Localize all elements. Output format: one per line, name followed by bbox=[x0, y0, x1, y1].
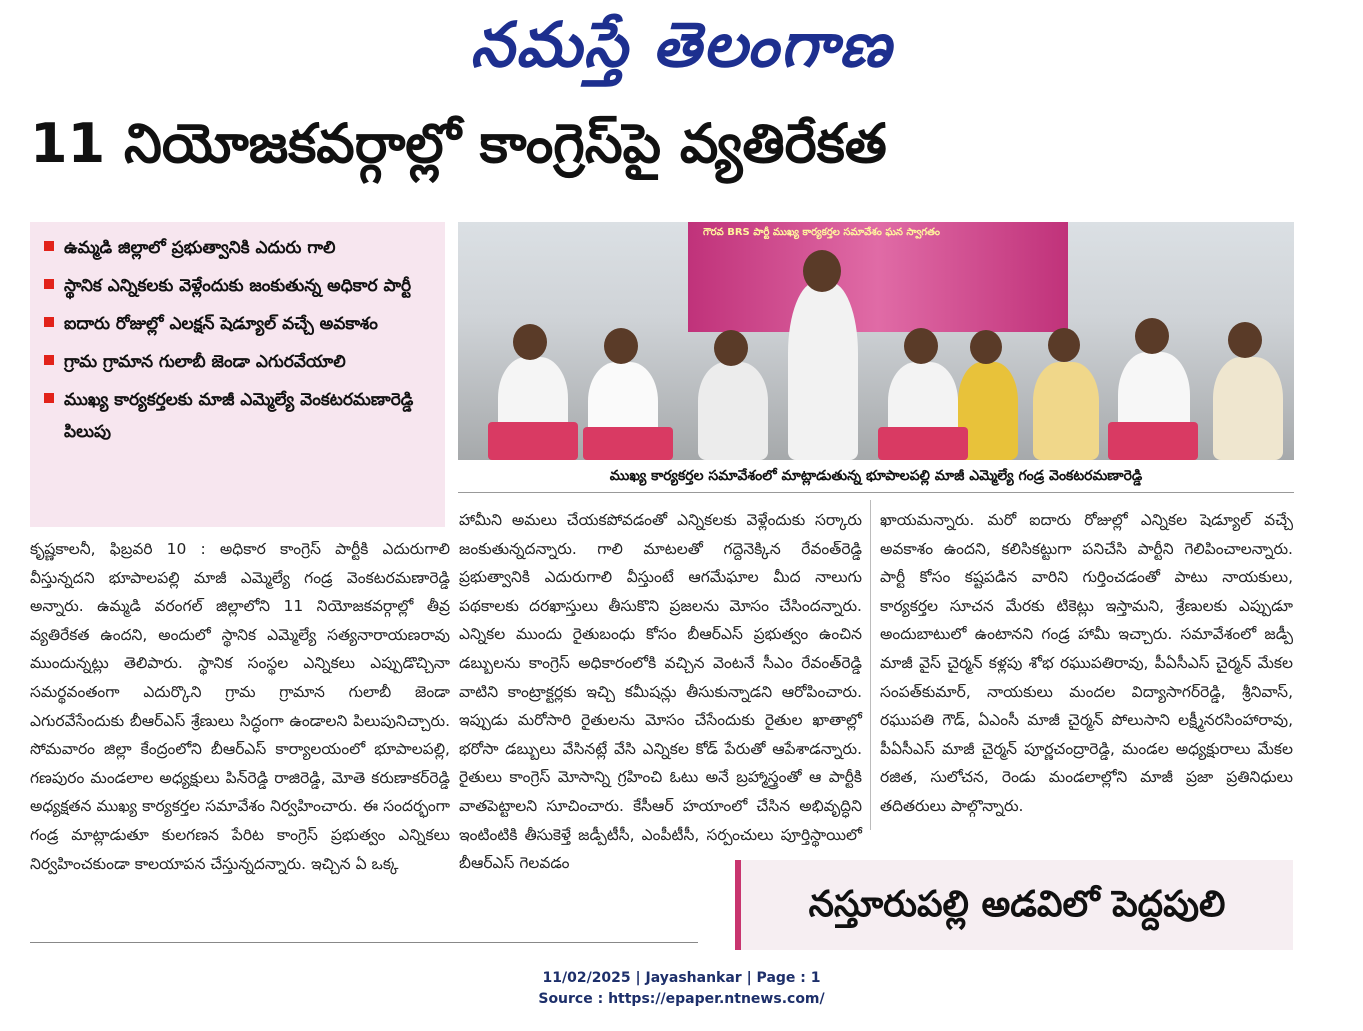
seated-person bbox=[698, 362, 768, 460]
article-column-1: కృష్ణకాలనీ, ఫిబ్రవరి 10 : అధికార కాంగ్రెస్ పార్టీకి ఎదురుగాలి వీస్తున్నదని భూపాలపల్లి మాజీ ఎమ్మెల్యే గండ్ర వెంకటరమణారెడ్డి అన్నారు. ఉమ్మడి వరంగల్ జిల్లాలోని 11 నియోజకవర్గాల్లో తీవ్ర వ్యతిరేకత ఉందని, అందులో స్థానిక ఎమ్మెల్యే సత్యనారాయణరావు ముందున్నట్లు తెలిపారు. స్థానిక సంస్థల ఎన్నికలు ఎప్పుడొచ్చినా సమర్థవంతంగా ఎదుర్కొని గ్రామ గ్రామాన గులాబీ జెండా ఎగురవేసేందుకు బీఆర్‌ఎస్ శ్రేణులు సిద్ధంగా ఉండాలని పిలుపునిచ్చారు. సోమవారం జిల్లా కేంద్రంలోని బీఆర్‌ఎస్ కార్యాలయంలో భూపాలపల్లి, గణపురం మండలాల అధ్యక్షులు పిన్‌రెడ్డి రాజిరెడ్డి, మోతె కరుణాకర్‌రెడ్డి అధ్యక్షతన ముఖ్య కార్యకర్తల సమావేశం నిర్వహించారు. ఈ సందర్భంగా గండ్ర మాట్లాడుతూ కులగణన పేరిట కాంగ్రెస్ ప్రభుత్వం ఎన్నికలు నిర్వహించకుండా కాలయాపన చేస్తున్నదన్నారు. ఇచ్చిన ఏ ఒక్క bbox=[30, 540, 450, 873]
chair bbox=[1108, 422, 1198, 460]
speaker-head bbox=[803, 250, 841, 292]
chair bbox=[488, 422, 578, 460]
masthead: నమస్తే తెలంగాణ bbox=[470, 8, 893, 81]
bullet-icon bbox=[44, 393, 54, 403]
article-column-2: హామీని అమలు చేయకపోవడంతో ఎన్నికలకు వెళ్లేందుకు సర్కారు జంకుతున్నదన్నారు. గాలి మాటలతో గద్దెనెక్కిన రేవంత్‌రెడ్డి ప్రభుత్వానికి ఎదురుగాలి వీస్తుంటే ఆగమేఘాల మీద నాలుగు పథకాలకు దరఖాస్తులు తీసుకొని ప్రజలను మోసం చేసిందన్నారు. ఎన్నికల ముందు రైతుబంధు కోసం బీఆర్‌ఎస్ ప్రభుత్వం ఉంచిన డబ్బులను కాంగ్రెస్ అధికారంలోకి వచ్చిన వెంటనే సీఎం రేవంత్‌రెడ్డి వాటిని కాంట్రాక్టర్లకు ఇచ్చి కమీషన్లు తీసుకున్నాడని ఆరోపించారు. ఇప్పుడు మరోసారి రైతులను మోసం చేసేందుకు రైతుల ఖాతాల్లో భరోసా డబ్బులు వేసినట్లే వేసి ఎన్నికల కోడ్ పేరుతో ఆపేశాడన్నారు. రైతులు కాంగ్రెస్ మోసాన్ని గ్రహించి ఓటు అనే బ్రహ్మాస్త్రంతో ఆ పార్టీకి వాతపెట్టాలని సూచించారు. కేసీఆర్ హయాంలో చేసిన అభివృద్ధిని ఇంటింటికి తీసుకెళ్తే జడ్పీటీసీ, ఎంపీటీసీ, సర్పంచులు పూర్తిస్థాయిలో బీఆర్‌ఎస్ గెలవడం bbox=[459, 511, 862, 873]
chair bbox=[878, 427, 968, 460]
chair bbox=[583, 427, 673, 460]
person-head bbox=[513, 324, 547, 360]
article-column-3: ఖాయమన్నారు. మరో ఐదారు రోజుల్లో ఎన్నికల షెడ్యూల్ వచ్చే అవకాశం ఉందని, కలిసికట్టుగా పనిచేసి పార్టీని గెలిపించాలన్నారు. పార్టీ కోసం కష్టపడిన వారిని గుర్తించడంతో పాటు నాయకులు, కార్యకర్తల సూచన మేరకు టికెట్లు ఇస్తామని, శ్రేణులకు ఎప్పుడూ అందుబాటులో ఉంటానని గండ్ర హామీ ఇచ్చారు. సమావేశంలో జడ్పీ మాజీ వైస్ చైర్మన్ కళ్లపు శోభ రఘుపతిరావు, పీఏసీఎస్ చైర్మన్ మేకల సంపత్‌కుమార్, నాయకులు మందల విద్యాసాగర్‌రెడ్డి, శ్రీనివాస్, రఘుపతి గౌడ్, ఏఎంసీ మాజీ చైర్మన్ పోలుసాని లక్ష్మీనరసింహారావు, పీఏసీఎస్ మాజీ చైర్మన్ పూర్ణచంద్రారెడ్డి, మండల అధ్యక్షురాలు మేకల రజిత, సులోచన, రెండు మండలాల్లోని మాజీ ప్రజా ప్రతినిధులు తదితరులు పాల్గొన్నారు. bbox=[880, 511, 1293, 815]
person-head bbox=[1228, 322, 1262, 358]
footer-source-line: Source : https://epaper.ntnews.com/ bbox=[538, 991, 825, 1007]
horizontal-rule bbox=[30, 942, 698, 943]
highlights-box bbox=[30, 222, 445, 527]
bullet-icon bbox=[44, 355, 54, 365]
highlight-item: ఐదారు రోజుల్లో ఎలక్షన్ షెడ్యూల్ వచ్చే అవకాశం bbox=[44, 308, 437, 340]
person-head bbox=[604, 328, 638, 364]
boxed-headline: నస్తూరుపల్లి అడవిలో పెద్దపులి bbox=[735, 860, 1293, 950]
column-divider bbox=[870, 500, 871, 830]
headline: 11 నియోజకవర్గాల్లో కాంగ్రెస్‌పై వ్యతిరేకత bbox=[30, 112, 887, 175]
bullet-icon bbox=[44, 317, 54, 327]
bullet-icon bbox=[44, 241, 54, 251]
highlight-item: ఉమ్మడి జిల్లాలో ప్రభుత్వానికి ఎదురు గాలి bbox=[44, 232, 437, 264]
speaker-figure bbox=[788, 282, 858, 460]
highlight-item: ముఖ్య కార్యకర్తలకు మాజీ ఎమ్మెల్యే వెంకటరమణారెడ్డి పిలుపు bbox=[44, 384, 437, 448]
banner-text: గౌరవ BRS పార్టీ ముఖ్య కార్యకర్తల సమావేశం ఘన స్వాగతం bbox=[703, 227, 940, 238]
seated-person bbox=[1213, 357, 1283, 460]
bullet-icon bbox=[44, 279, 54, 289]
seated-person bbox=[1033, 362, 1099, 460]
meeting-photo bbox=[458, 222, 1294, 460]
footer bbox=[0, 968, 1363, 1010]
person-head bbox=[714, 330, 748, 366]
person-head bbox=[1135, 318, 1169, 354]
person-head bbox=[970, 330, 1002, 364]
photo-caption: ముఖ్య కార్యకర్తల సమావేశంలో మాట్లాడుతున్న భూపాలపల్లి మాజీ ఎమ్మెల్యే గండ్ర వెంకటరమణారెడ్డి bbox=[458, 460, 1294, 493]
footer-date-line: 11/02/2025 | Jayashankar | Page : 1 bbox=[542, 970, 821, 986]
highlight-item: గ్రామ గ్రామాన గులాబీ జెండా ఎగురవేయాలి bbox=[44, 346, 437, 378]
highlight-item: స్థానిక ఎన్నికలకు వెళ్లేందుకు జంకుతున్న అధికార పార్టీ bbox=[44, 270, 437, 302]
person-head bbox=[904, 328, 938, 364]
person-head bbox=[1048, 328, 1080, 362]
